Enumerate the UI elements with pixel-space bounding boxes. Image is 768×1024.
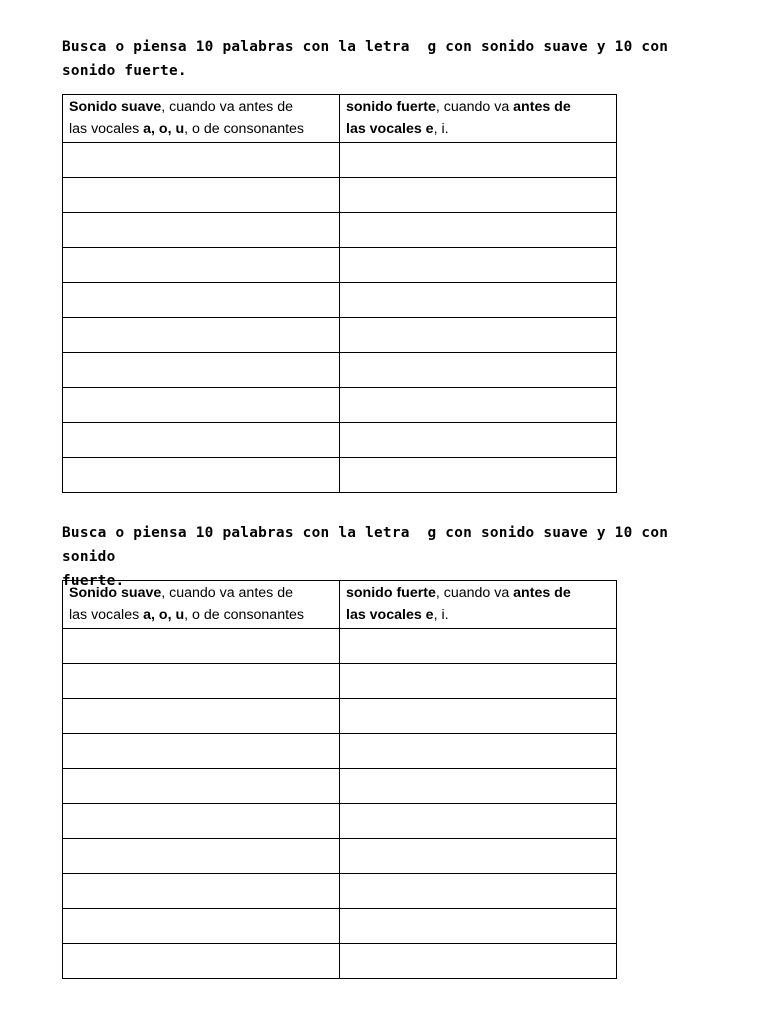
hard-sound-answer-cell[interactable] xyxy=(340,629,617,664)
worksheet-1-instruction: Busca o piensa 10 palabras con la letra g con sonido suave y 10 con sonido fuerte. xyxy=(62,39,678,79)
answer-row xyxy=(63,143,617,178)
header-soft-sound-strong-1: Sonido suave xyxy=(69,99,162,115)
soft-sound-answer-cell[interactable] xyxy=(63,458,340,493)
header-soft-sound-text-2: , o de consonantes xyxy=(184,121,305,137)
hard-sound-answer-cell[interactable] xyxy=(340,213,617,248)
hard-sound-answer-cell[interactable] xyxy=(340,804,617,839)
hard-sound-answer-cell[interactable] xyxy=(340,318,617,353)
hard-sound-answer-cell[interactable] xyxy=(340,353,617,388)
header-row xyxy=(63,95,617,143)
answer-row xyxy=(63,213,617,248)
answer-row xyxy=(63,804,617,839)
header-hard-sound-strong-1: sonido fuerte xyxy=(346,99,436,115)
soft-sound-answer-cell[interactable] xyxy=(63,283,340,318)
hard-sound-answer-cell[interactable] xyxy=(340,839,617,874)
hard-sound-answer-cell[interactable] xyxy=(340,283,617,318)
hard-sound-answer-cell[interactable] xyxy=(340,874,617,909)
header-soft-sound xyxy=(63,95,340,143)
header-soft-sound xyxy=(63,581,340,629)
answer-rows xyxy=(63,629,617,979)
answer-row xyxy=(63,178,617,213)
header-hard-sound-text-1: , cuando va xyxy=(435,585,514,601)
answer-row xyxy=(63,283,617,318)
answer-row xyxy=(63,664,617,699)
answer-row xyxy=(63,734,617,769)
header-hard-sound xyxy=(340,95,617,143)
soft-sound-answer-cell[interactable] xyxy=(63,629,340,664)
soft-sound-answer-cell[interactable] xyxy=(63,213,340,248)
soft-sound-answer-cell[interactable] xyxy=(63,839,340,874)
soft-sound-answer-cell[interactable] xyxy=(63,248,340,283)
answer-row xyxy=(63,874,617,909)
hard-sound-answer-cell[interactable] xyxy=(340,178,617,213)
answer-row xyxy=(63,944,617,979)
header-soft-sound-strong-1: Sonido suave xyxy=(69,585,162,601)
soft-sound-answer-cell[interactable] xyxy=(63,734,340,769)
worksheet-1-table xyxy=(62,94,617,493)
header-hard-sound-strong-1: sonido fuerte xyxy=(346,585,436,601)
soft-sound-answer-cell[interactable] xyxy=(63,769,340,804)
hard-sound-answer-cell[interactable] xyxy=(340,248,617,283)
header-soft-sound-text-2: , o de consonantes xyxy=(184,607,305,623)
soft-sound-answer-cell[interactable] xyxy=(63,699,340,734)
answer-row xyxy=(63,248,617,283)
worksheet-2-table xyxy=(62,580,617,979)
hard-sound-answer-cell[interactable] xyxy=(340,734,617,769)
soft-sound-answer-cell[interactable] xyxy=(63,909,340,944)
hard-sound-answer-cell[interactable] xyxy=(340,909,617,944)
hard-sound-answer-cell[interactable] xyxy=(340,664,617,699)
hard-sound-answer-cell[interactable] xyxy=(340,388,617,423)
soft-sound-answer-cell[interactable] xyxy=(63,804,340,839)
soft-sound-answer-cell[interactable] xyxy=(63,944,340,979)
header-row xyxy=(63,581,617,629)
soft-sound-answer-cell[interactable] xyxy=(63,353,340,388)
soft-sound-answer-cell[interactable] xyxy=(63,178,340,213)
header-hard-sound-text-2: , i. xyxy=(433,121,449,137)
hard-sound-answer-cell[interactable] xyxy=(340,769,617,804)
answer-row xyxy=(63,458,617,493)
soft-sound-answer-cell[interactable] xyxy=(63,874,340,909)
answer-row xyxy=(63,388,617,423)
header-hard-sound-text-2: , i. xyxy=(433,607,449,623)
answer-row xyxy=(63,423,617,458)
answer-row xyxy=(63,318,617,353)
soft-sound-answer-cell[interactable] xyxy=(63,318,340,353)
hard-sound-answer-cell[interactable] xyxy=(340,458,617,493)
hard-sound-answer-cell[interactable] xyxy=(340,699,617,734)
worksheet-2-instruction: Busca o piensa 10 palabras con la letra g con sonido suave y 10 con sonido fuerte. xyxy=(62,525,669,589)
answer-row xyxy=(63,699,617,734)
answer-rows xyxy=(63,143,617,493)
soft-sound-answer-cell[interactable] xyxy=(63,388,340,423)
header-soft-sound-text-1: , cuando va antes de las vocales xyxy=(69,585,293,623)
header-hard-sound-text-1: , cuando va xyxy=(435,99,514,115)
answer-row xyxy=(63,353,617,388)
header-hard-sound-strong-2: antes de las vocales e xyxy=(346,585,571,623)
soft-sound-answer-cell[interactable] xyxy=(63,664,340,699)
answer-row xyxy=(63,629,617,664)
header-soft-sound-strong-2: a, o, u xyxy=(143,121,185,137)
answer-row xyxy=(63,909,617,944)
hard-sound-answer-cell[interactable] xyxy=(340,423,617,458)
header-hard-sound-strong-2: antes de las vocales e xyxy=(346,99,571,137)
header-soft-sound-strong-2: a, o, u xyxy=(143,607,185,623)
hard-sound-answer-cell[interactable] xyxy=(340,944,617,979)
answer-row xyxy=(63,769,617,804)
header-hard-sound xyxy=(340,581,617,629)
hard-sound-answer-cell[interactable] xyxy=(340,143,617,178)
answer-row xyxy=(63,839,617,874)
soft-sound-answer-cell[interactable] xyxy=(63,143,340,178)
soft-sound-answer-cell[interactable] xyxy=(63,423,340,458)
header-soft-sound-text-1: , cuando va antes de las vocales xyxy=(69,99,293,137)
